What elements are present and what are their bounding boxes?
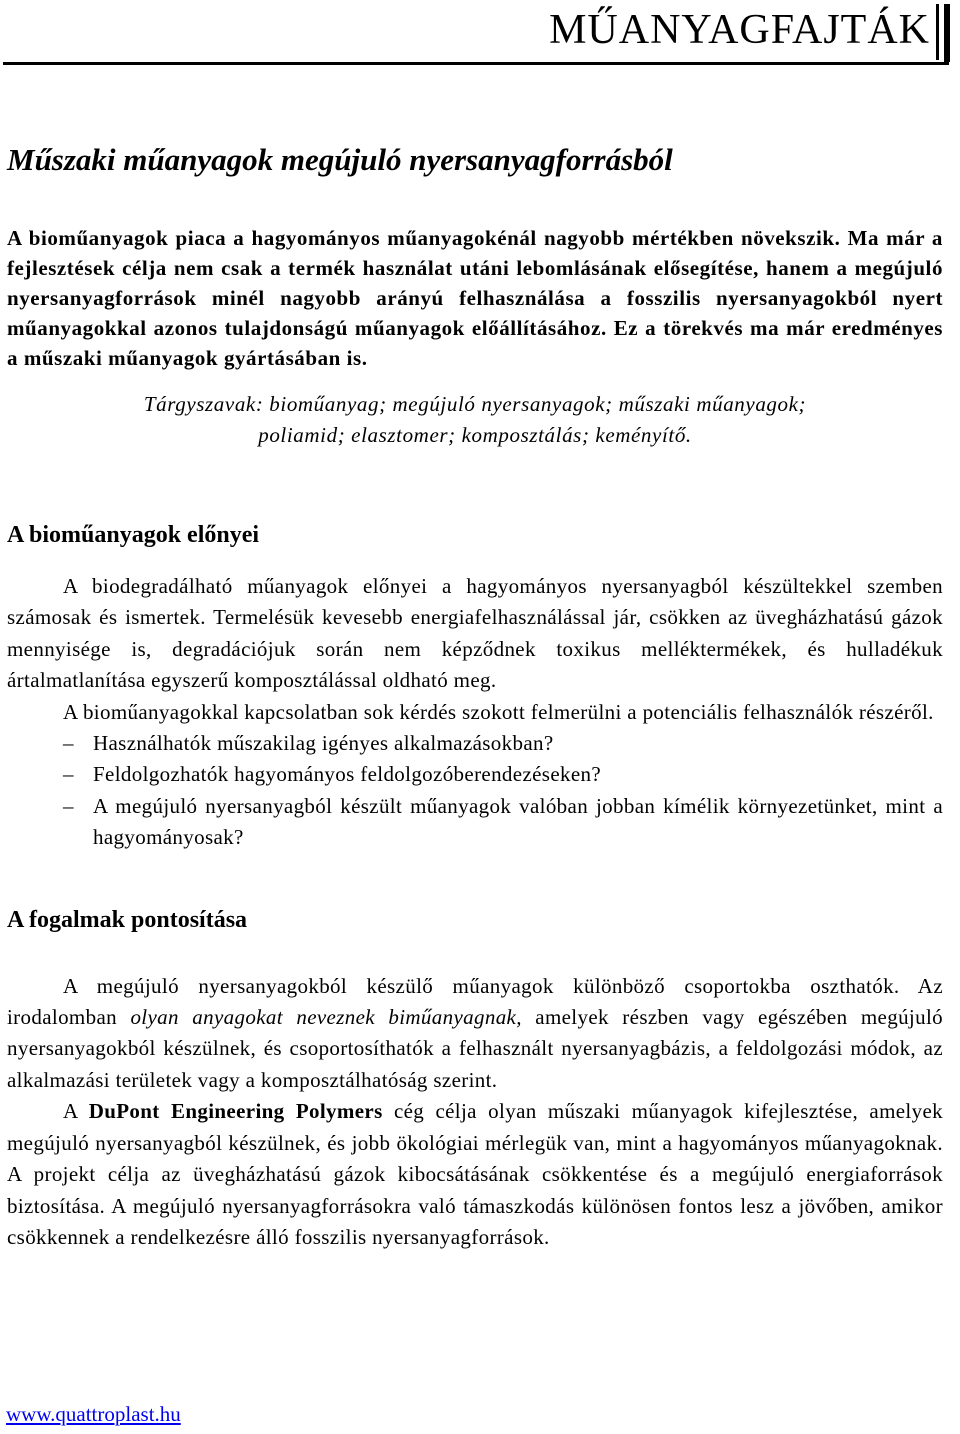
paragraph-advantages-1: A biodegradálható műanyagok előnyei a hagyományos nyersanyagból készültekkel szemben számosak és ismertek. Termelésük kevesebb energiafelhasználással jár, csökken az üvegházhatású gázok mennyisége is, degradációjuk során nem képződnek toxikus melléktermékek, és hulladékuk ártalmatlanítása egyszerű komposztálással oldható meg. xyxy=(7,574,943,693)
header-rule xyxy=(3,62,949,65)
list-item xyxy=(7,728,943,759)
definitions-text-b: amelyek részben vagy egészében megújuló nyersanyagokból készülnek, és csoportosíthatók a felhasznált nyersanyagbázis, a feldolgozási módok, az alkalmazási területek vagy a komposztálhatóság szerint. xyxy=(7,1005,943,1092)
header-bars-decoration xyxy=(936,4,950,60)
list-item-text: Feldolgozhatók hagyományos feldolgozóberendezéseken? xyxy=(93,762,602,787)
keywords-line-1: Tárgyszavak: bioműanyag; megújuló nyersanyagok; műszaki műanyagok; xyxy=(143,392,807,416)
article-abstract: A bioműanyagok piaca a hagyományos műanyagokénál nagyobb mértékben növekszik. Ma már a fejlesztések célja nem csak a termék használat utáni lebomlásának elősegítése, hanem a megújuló nyersanyagforrások minél nagyobb arányú felhasználása a fosszilis nyersanyagokból nyert műanyagokkal azonos tulajdonságú műanyagok előállításához. Ez a törekvés ma már eredményes a műszaki műanyagok gyártásában is. xyxy=(7,226,943,370)
paragraph-definitions-2 xyxy=(7,1096,943,1253)
header-title: MŰANYAGFAJTÁK xyxy=(549,7,930,53)
dash-bullet: – xyxy=(63,762,74,787)
article-content xyxy=(7,140,943,1253)
keywords xyxy=(7,389,943,451)
list-item-text: Használhatók műszakilag igényes alkalmazásokban? xyxy=(93,731,554,756)
list-item xyxy=(7,791,943,854)
list-item-text: A megújuló nyersanyagból készült műanyagok valóban jobban kímélik környezetünket, mint a hagyományosak? xyxy=(93,793,943,850)
question-list xyxy=(7,728,943,854)
company-name: DuPont Engineering Polymers xyxy=(88,1099,383,1124)
definitions-text-a: A megújuló nyersanyagokból készülő műanyagok különböző csoportokba oszthatók. Az irodalomban xyxy=(7,973,943,1030)
footer-website-link[interactable]: www.quattroplast.hu xyxy=(6,1402,181,1426)
header-bar-thin xyxy=(936,4,939,60)
header-bar-thick xyxy=(944,4,950,62)
paragraph-advantages-2: A bioműanyagokkal kapcsolatban sok kérdés szokott felmerülni a potenciális felhasználók részéről. xyxy=(63,699,934,724)
section-heading-definitions: A fogalmak pontosítása xyxy=(7,906,248,933)
definitions-text-italic: olyan anyagokat neveznek biműanyagnak, xyxy=(130,1005,522,1030)
dash-bullet: – xyxy=(63,731,74,756)
list-item xyxy=(7,759,943,790)
article-title: Műszaki műanyagok megújuló nyersanyagforrásból xyxy=(7,142,673,177)
paragraph-definitions-1 xyxy=(7,971,943,1097)
section-heading-advantages: A bioműanyagok előnyei xyxy=(7,522,260,548)
keywords-line-2: poliamid; elasztomer; komposztálás; keményítő. xyxy=(258,423,692,447)
dupont-text-b: cég célja olyan műszaki műanyagok kifejlesztése, amelyek megújuló nyersanyagból készülnek, és jobb ökológiai mérlegük van, mint a hagyományos műanyagoknak. A projekt célja az üvegházhatású gázok kibocsátásának csökkentése és a megújuló energiaforrások biztosítása. A megújuló nyersanyagforrásokra való támaszkodás különösen fontos lesz a jövőben, amikor csökkennek a rendelkezésre álló fosszilis nyersanyagforrások. xyxy=(7,1099,943,1249)
dupont-text-a: A xyxy=(63,1099,89,1124)
dash-bullet: – xyxy=(63,793,74,818)
